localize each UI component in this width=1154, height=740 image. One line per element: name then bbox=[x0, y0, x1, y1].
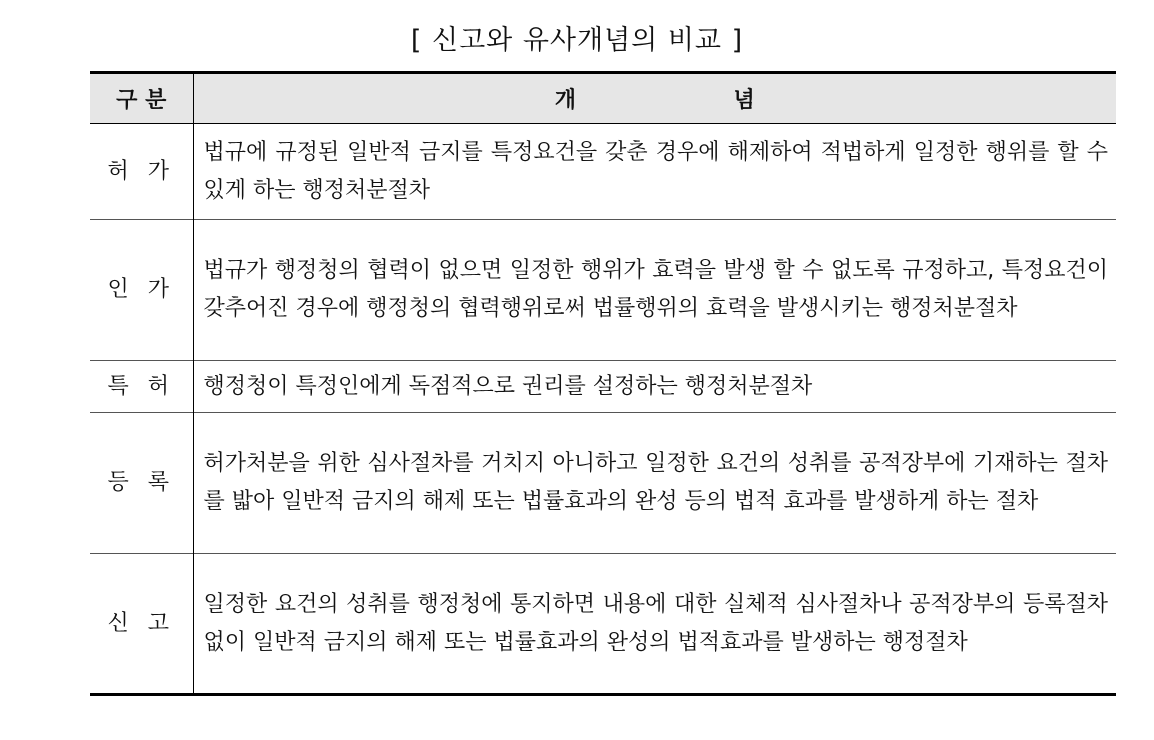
row-definition: 법규가 행정청의 협력이 없으면 일정한 행위가 효력을 발생 할 수 없도록 규정하고, 특정요건이 갖추어진 경우에 행정청의 협력행위로써 법률행위의 효력을 발생시키는 행정처분절차 bbox=[203, 258, 1108, 321]
table-row bbox=[90, 413, 1116, 554]
document-title: [ 신고와 유사개념의 비교 ] bbox=[410, 25, 744, 56]
header-category: 구 분 bbox=[90, 73, 193, 124]
row-term: 신 고 bbox=[90, 554, 193, 695]
comparison-table bbox=[90, 71, 1116, 696]
row-definition: 허가처분을 위한 심사절차를 거치지 아니하고 일정한 요건의 성취를 공적장부에 기재하는 절차를 밟아 일반적 금지의 해제 또는 법률효과의 완성 등의 법적 효과를 발생하게 하는 절차 bbox=[203, 451, 1108, 514]
row-definition: 행정청이 특정인에게 독점적으로 권리를 설정하는 행정처분절차 bbox=[203, 373, 813, 399]
row-definition: 법규에 규정된 일반적 금지를 특정요건을 갖춘 경우에 해제하여 적법하게 일정한 행위를 할 수 있게 하는 행정처분절차 bbox=[203, 139, 1108, 203]
row-definition: 일정한 요건의 성취를 행정청에 통지하면 내용에 대한 실체적 심사절차나 공적장부의 등록절차 없이 일반적 금지의 해제 또는 법률효과의 완성의 법적효과를 발생하는 행정절차 bbox=[203, 591, 1108, 655]
header-concept-part-2: 념 bbox=[733, 88, 755, 113]
row-term: 인 가 bbox=[90, 220, 193, 361]
table-row bbox=[90, 361, 1116, 413]
row-term: 특 허 bbox=[90, 361, 193, 413]
header-concept-label bbox=[555, 83, 755, 114]
table-row bbox=[90, 554, 1116, 695]
row-term: 허 가 bbox=[90, 124, 193, 220]
table-row bbox=[90, 220, 1116, 361]
table-header-row bbox=[90, 73, 1116, 124]
table-row bbox=[90, 124, 1116, 220]
header-concept-part-1: 개 bbox=[554, 88, 577, 113]
row-term: 등 록 bbox=[90, 413, 193, 554]
header-concept bbox=[193, 73, 1116, 124]
